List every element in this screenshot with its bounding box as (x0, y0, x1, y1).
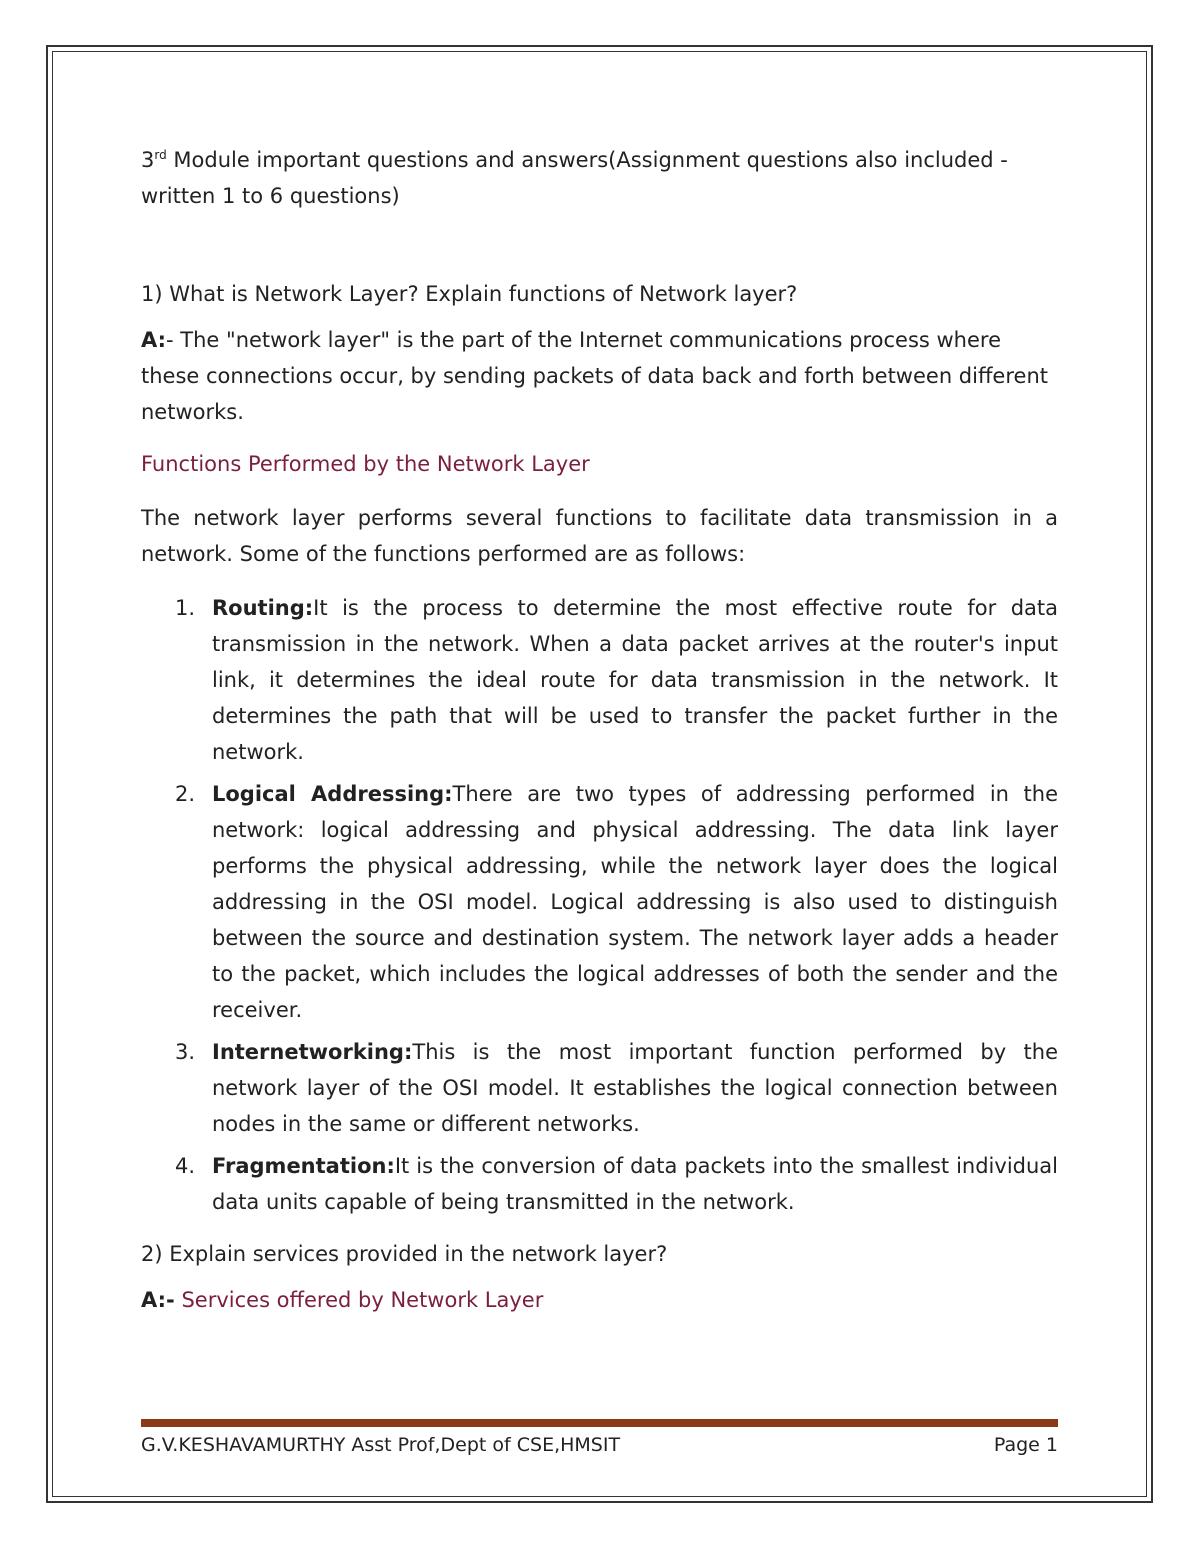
list-item (141, 590, 1058, 770)
list-number: 2. (175, 782, 196, 806)
question-1: 1) What is Network Layer? Explain functions of Network layer? (141, 282, 798, 306)
list-text: It is the conversion of data packets into the smallest individual data units capable of being transmitted in the network. (212, 1154, 1058, 1214)
answer-1 (141, 322, 1058, 430)
list-text: This is the most important function performed by the network layer of the OSI model. It establishes the logical connection between nodes in the same or different networks. (212, 1040, 1058, 1136)
footer-author: G.V.KESHAVAMURTHY Asst Prof,Dept of CSE,HMSIT (141, 1434, 621, 1456)
list-item (141, 1148, 1058, 1220)
list-term: Logical Addressing: (212, 782, 453, 806)
answer-2-label: A:- (141, 1288, 175, 1312)
list-text: There are two types of addressing performed in the network: logical addressing and physical addressing. The data link layer performs the physical addressing, while the network layer does the logical addressing in the OSI model. Logical addressing is also used to distinguish between the source and destination system. The network layer adds a header to the packet, which includes the logical addresses of both the sender and the receiver. (212, 782, 1058, 1022)
list-number: 4. (175, 1154, 196, 1178)
title-text: Module important questions and answers(Assignment questions also included -written 1 to 6 questions) (141, 148, 1008, 208)
title-number: 3 (141, 148, 155, 172)
list-term: Routing: (212, 596, 314, 620)
footer-divider (141, 1419, 1058, 1427)
title-superscript: rd (154, 148, 167, 162)
list-number: 1. (175, 596, 196, 620)
document-title (141, 142, 1058, 214)
functions-intro: The network layer performs several functions to facilitate data transmission in a network. Some of the functions performed are as follows: (141, 506, 1058, 566)
page-content (141, 142, 1058, 1318)
list-item (141, 1034, 1058, 1142)
answer-2 (141, 1282, 1058, 1318)
services-heading: Services offered by Network Layer (181, 1288, 544, 1312)
functions-list (141, 590, 1058, 1220)
list-number: 3. (175, 1040, 196, 1064)
functions-heading: Functions Performed by the Network Layer (141, 452, 590, 476)
footer-page-number: Page 1 (993, 1434, 1058, 1456)
answer-label: A: (141, 328, 167, 352)
question-2: 2) Explain services provided in the network layer? (141, 1242, 668, 1266)
list-term: Internetworking: (212, 1040, 413, 1064)
list-text: It is the process to determine the most effective route for data transmission in the network. When a data packet arrives at the router's input link, it determines the ideal route for data transmission in the network. It determines the path that will be used to transfer the packet further in the network. (212, 596, 1058, 764)
list-term: Fragmentation: (212, 1154, 395, 1178)
list-item (141, 776, 1058, 1028)
answer-1-text: - The "network layer" is the part of the Internet communications process where these connections occur, by sending packets of data back and forth between different networks. (141, 328, 1048, 424)
